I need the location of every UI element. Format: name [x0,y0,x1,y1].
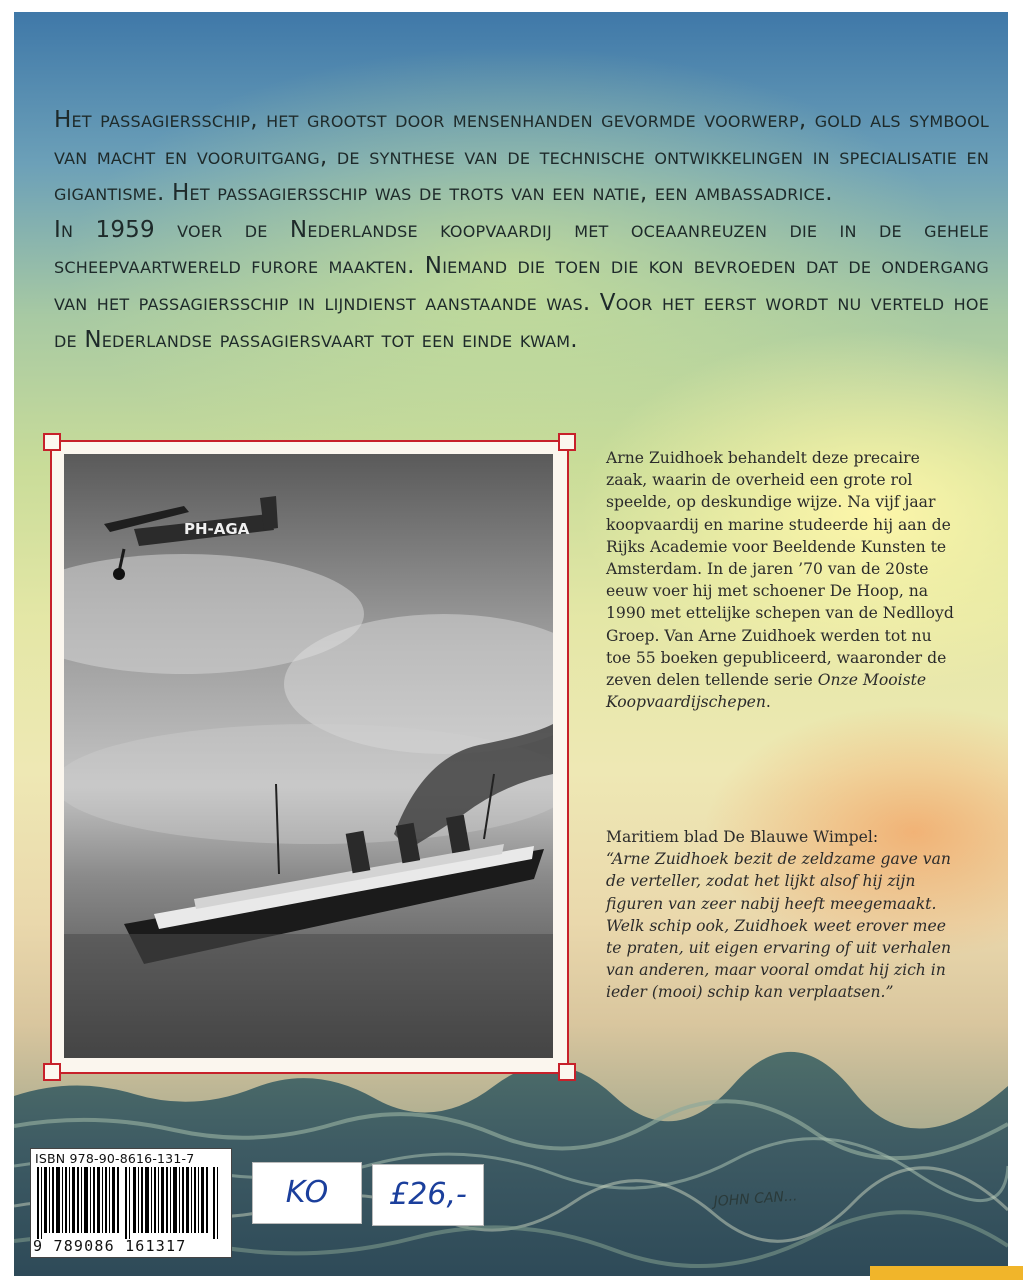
ocean-liner-photo [64,454,553,1058]
press-review [606,826,958,1004]
code-sticker [252,1162,362,1224]
bio-text: Arne Zuidhoek behandelt deze precaire zaak, waarin de overheid een grote rol speelde, op deskundige wijze. Na vijf jaar koopvaardij en marine studeerde hij aan de Rijks Academie voor Beeldende Kunsten te Amsterdam. In de jaren ’70 van de 20ste eeuw voer hij met schoener De Hoop, na 1990 met ettelijke schepen van de Nedlloyd Groep. Van Arne Zuidhoek werden tot nu toe 55 boeken gepubliceerd, waaronder de zeven delen tellende serie [606,449,954,690]
painter-signature: JOHN CAN... [713,1188,798,1210]
intro-paragraph-2: In 1959 voer de Nederlandse koopvaardij met oceaanreuzen die in de gehele scheepvaartwereld furore maakten. Niemand die toen die kon bevroeden dat de ondergang van het passagiersschip in lijndienst aanstaande was. Voor het eerst wordt nu verteld hoe de Nederlandse passagiersvaart tot een einde kwam. [54,216,989,353]
bio-end: . [765,693,771,712]
price-sticker [372,1164,484,1226]
series-title: Onze Mooiste Koopvaardijschepen [606,671,927,712]
frame-corner [558,1063,576,1081]
sticker-price: £26,- [389,1177,467,1212]
review-quote: “Arne Zuidhoek bezit de zeldzame gave van de verteller, zodat het lijkt alsof hij zijn figuren van zeer nabij heeft meegemaakt. Welk schip ook, Zuidhoek weet erover mee te praten, uit eigen ervaring of uit verhalen van anderen, maar vooral omdat hij zich in ieder (mooi) schip kan verplaatsen.” [606,850,951,1002]
author-bio [606,447,958,713]
book-back-cover [14,12,1008,1276]
isbn-barcode [30,1148,232,1258]
sticker-code: KO [285,1175,329,1210]
photo-illustration [64,454,553,1058]
plane-registration: PH-AGA [184,520,250,538]
review-source: Maritiem blad De Blauwe Wimpel: [606,828,879,846]
frame-corner [43,433,61,451]
intro-paragraph-1: Het passagiersschip, het grootst door mensenhanden gevormde voorwerp, gold als symbool van macht en vooruitgang, de synthese van de technische ontwikkelingen in specialisatie en gigantisme. Het passagiersschip was de trots van een natie, een ambassadrice. [54,107,989,207]
barcode-bars [33,1167,229,1239]
intro-text [54,102,989,358]
barcode-digits: 9 789086 161317 [33,1237,187,1255]
frame-corner [558,433,576,451]
frame-corner [43,1063,61,1081]
spine-strip [870,1266,1023,1280]
isbn-label: ISBN 978-90-8616-131-7 [35,1151,195,1166]
photo-frame [50,440,569,1074]
